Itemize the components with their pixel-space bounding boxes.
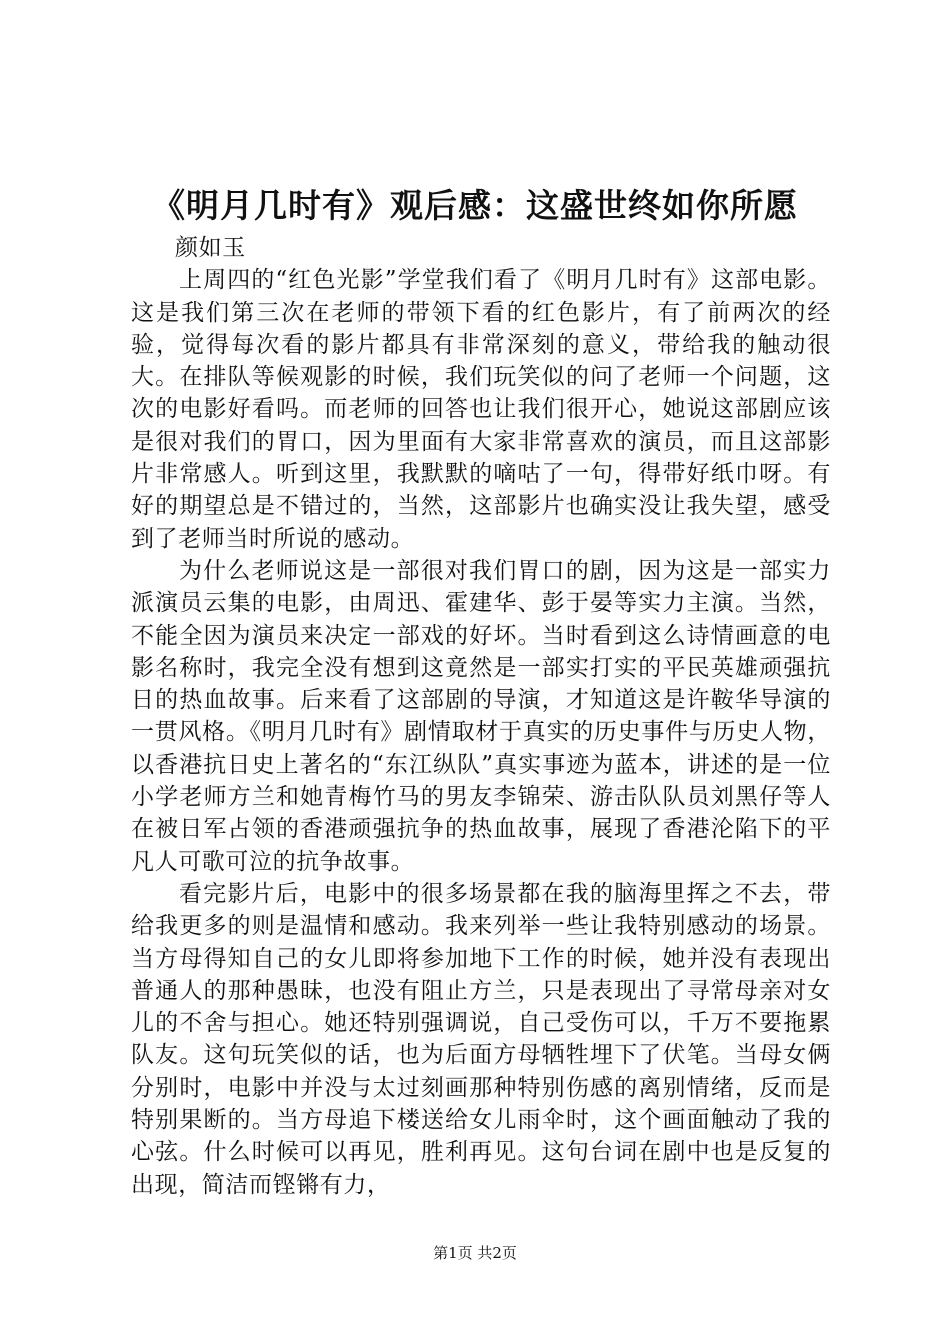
author-name: 颜如玉 — [175, 235, 246, 261]
paragraph-1: 上周四的“红色光影”学堂我们看了《明月几时有》这部电影。这是我们第三次在老师的带领下看的红色影片，有了前两次的经验，觉得每次看的影片都具有非常深刻的意义，带给我的触动很大。在排队等候观影的时候，我们玩笑似的问了老师一个问题，这次的电影好看吗。而老师的回答也让我们很开心，她说这部剧应该是很对我们的胃口，因为里面有大家非常喜欢的演员，而且这部影片非常感人。听到这里，我默默的嘀咕了一句，得带好纸巾呀。有好的期望总是不错过的，当然，这部影片也确实没让我失望，感受到了老师当时所说的感动。 — [131, 267, 831, 552]
paragraph-2: 为什么老师说这是一部很对我们胃口的剧，因为这是一部实力派演员云集的电影，由周迅、霍建华、彭于晏等实力主演。当然，不能全因为演员来决定一部戏的好坏。当时看到这么诗情画意的电影名称时，我完全没有想到这竟然是一部实打实的平民英雄顽强抗日的热血故事。后来看了这部剧的导演，才知道这是许鞍华导演的一贯风格。《明月几时有》剧情取材于真实的历史事件与历史人物，以香港抗日史上著名的“东江纵队”真实事迹为蓝本，讲述的是一位小学老师方兰和她青梅竹马的男友李锦荣、游击队队员刘黑仔等人在被日军占领的香港顽强抗争的热血故事，展现了香港沦陷下的平凡人可歌可泣的抗争故事。 — [131, 557, 831, 875]
paragraph-3: 看完影片后，电影中的很多场景都在我的脑海里挥之不去，带给我更多的则是温情和感动。我来列举一些让我特别感动的场景。当方母得知自己的女儿即将参加地下工作的时候，她并没有表现出普通人的那种愚昧，也没有阻止方兰，只是表现出了寻常母亲对女儿的不舍与担心。她还特别强调说，自己受伤可以，千万不要拖累队友。这句玩笑似的话，也为后面方母牺牲埋下了伏笔。当母女俩分别时，电影中并没与太过刻画那种特别伤感的离别情绪，反而是特别果断的。当方母追下楼送给女儿雨伞时，这个画面触动了我的心弦。什么时候可以再见，胜利再见。这句台词在剧中也是反复的出现，简洁而铿锵有力， — [131, 880, 831, 1198]
document-body — [131, 232, 831, 1201]
page-number-footer: 第1页 共2页 — [433, 1244, 517, 1262]
document-title: 《明月几时有》观后感：这盛世终如你所愿 — [152, 186, 798, 225]
